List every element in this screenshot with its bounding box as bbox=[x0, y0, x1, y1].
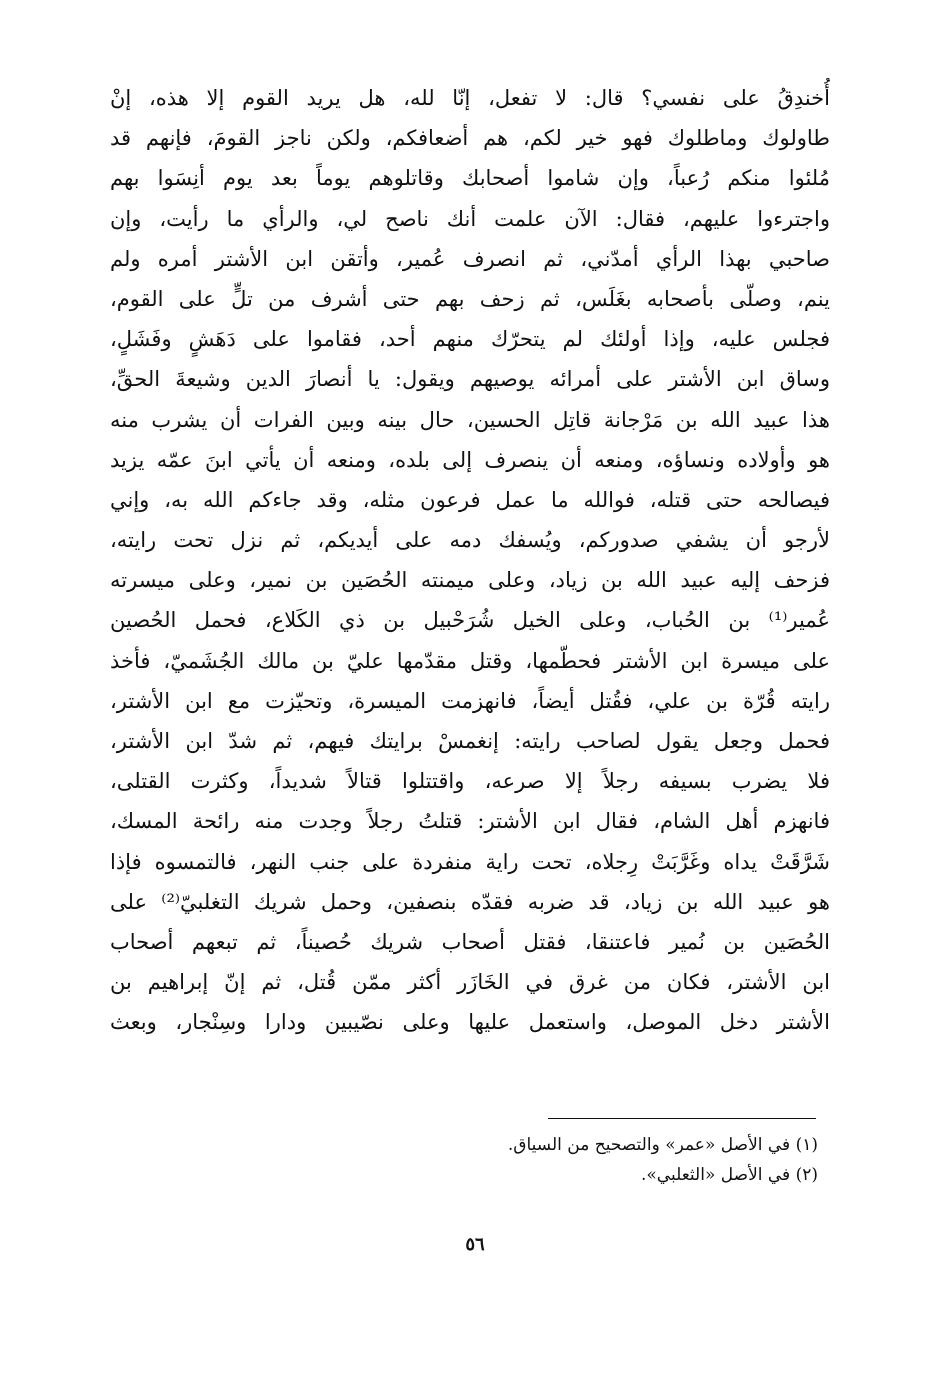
text-line: فحمل وجعل يقول لصاحب رايته: إنغمسْ برايتك فيهم، ثم شدّ ابن الأشتر، bbox=[110, 729, 830, 753]
text-line: رايته قُرّة بن علي، فقُتل أيضاً، فانهزمت الميسرة، وتحيّزت مع ابن الأشتر، bbox=[110, 688, 830, 713]
text-line: عُمير⁽¹⁾ بن الحُباب، وعلى الخيل شُرَحْبيل بن ذي الكَلاع، فحمل الحُصين bbox=[110, 608, 830, 633]
text-line: هذا عبيد الله بن مَرْجانة قاتِل الحسين، حال بينه وبين الفرات أن يشرب منه bbox=[110, 407, 830, 432]
text-line: واجترءوا عليهم، فقال: الآن علمت أنك ناصح لي، والرأي ما رأيت، وإن bbox=[110, 206, 830, 231]
text-line: أُخندِقُ على نفسي؟ قال: لا تفعل، إنّا لله، هل يريد القوم إلا هذه، إنْ bbox=[110, 86, 830, 110]
text-line: لأرجو أن يشفي صدوركم، ويُسفك دمه على أيديكم، ثم نزل تحت رايته، bbox=[110, 528, 830, 553]
text-line: على ميسرة ابن الأشتر فحطّمها، وقتل مقدّمها عليّ بن مالك الجُشَميّ، فأخذ bbox=[110, 648, 830, 673]
text-line: صاحبي بهذا الرأي أمدّني، ثم انصرف عُمير، وأتقن ابن الأشتر أمره ولم bbox=[110, 246, 830, 271]
text-line: هو عبيد الله بن زياد، قد ضربه فقدّه بنصفين، وحمل شريك التغلبيّ⁽²⁾ على bbox=[110, 889, 830, 914]
text-line: هو وأولاده ونساؤه، ومنعه أن ينصرف إلى بلده، ومنعه أن يأتي ابنَ عمّه يزيد bbox=[110, 447, 830, 472]
footnote-divider bbox=[548, 1118, 816, 1119]
text-line: فانهزم أهل الشام، فقال ابن الأشتر: قتلتُ رجلاً وجدت منه رائحة المسك، bbox=[110, 809, 830, 834]
text-line: ينم، وصلّى بأصحابه بغَلَس، ثم زحف بهم حتى أشرف من تلٍّ على القوم، bbox=[110, 286, 830, 311]
text-line: فزحف إليه عبيد الله بن زياد، وعلى ميمنته الحُصَين بن نمير، وعلى ميسرته bbox=[110, 568, 830, 593]
text-line: فيصالحه حتى قتله، فوالله ما عمل فرعون مثله، وقد جاءكم الله به، وإني bbox=[110, 487, 830, 512]
text-line: وساق ابن الأشتر على أمرائه يوصيهم ويقول: يا أنصارَ الدين وشيعةَ الحقِّ، bbox=[110, 367, 830, 392]
footnote-1: (١) في الأصل «عمر» والتصحيح من السياق. bbox=[507, 1135, 818, 1155]
body-text bbox=[110, 78, 830, 1043]
text-line: شَرَّقَتْ يداه وغَرَّبَتْ رِجلاه، تحت راية منفردة على جنب النهر، فالتمسوه فإذا bbox=[110, 849, 830, 874]
text-line: ابن الأشتر، فكان من غرق في الخَازَر أكثر ممّن قُتل، ثم إنّ إبراهيم بن bbox=[110, 970, 830, 995]
text-line: فلا يضرب بسيفه رجلاً إلا صرعه، واقتتلوا قتالاً شديداً، وكثرت القتلى، bbox=[110, 769, 830, 794]
footnote-2: (٢) في الأصل «الثعلبي». bbox=[640, 1165, 818, 1185]
page-number: ٥٦ bbox=[465, 1234, 485, 1255]
footnotes bbox=[300, 1130, 818, 1190]
text-line: الأشتر دخل الموصل، واستعمل عليها وعلى نصّيبين ودارا وسِنْجار، وبعث bbox=[110, 1010, 830, 1035]
text-line: الحُصَين بن نُمير فاعتنقا، فقتل أصحاب شريك حُصيناً، ثم تبعهم أصحاب bbox=[110, 929, 830, 954]
text-line: طاولوك وماطلوك فهو خير لكم، هم أضعافكم، ولكن ناجز القومَ، فإنهم قد bbox=[110, 126, 830, 151]
text-line: مُلئوا منكم رُعباً، وإن شاموا أصحابك وقاتلوهم يوماً بعد يوم أنِسَوا بهم bbox=[110, 166, 830, 191]
text-line: فجلس عليه، وإذا أولئك لم يتحرّك منهم أحد، فقاموا على دَهَشٍ وفَشَلٍ، bbox=[110, 327, 830, 352]
